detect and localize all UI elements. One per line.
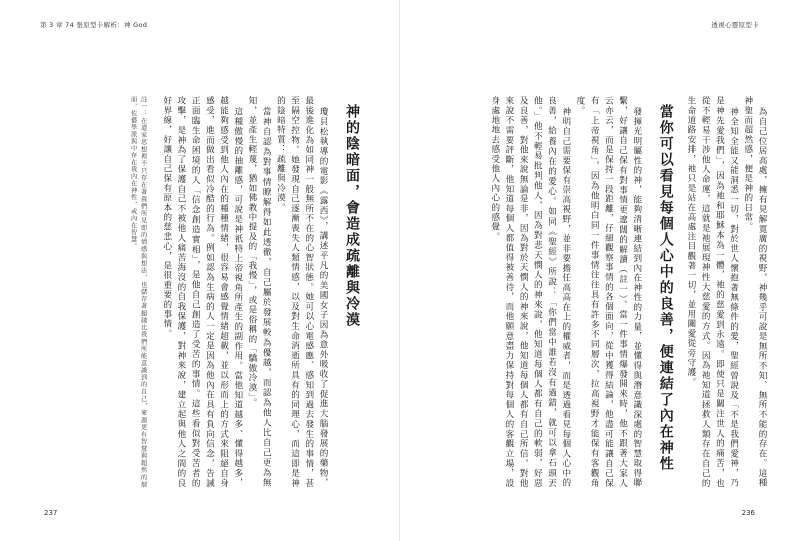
section-heading: 當你可以看見每個人心中的良善，便連結了內在神性 (657, 104, 674, 472)
right-page (400, 0, 799, 541)
footnote: 註一：在道家思想裡不只存在著我們所見即的情感與想法，也儲存著超越比我們所能意識到的自己，來源更有智慧與超然的層面，佐藝學派與中存在我內在神性，或內在智慧。 (129, 96, 147, 488)
running-head-right: 透視心靈原型卡 (711, 21, 759, 29)
body-paragraph: 發揮光明屬性的神，能夠清晰連結到內在神性的力量，並懂得與潛意識深處的智慧取得聯繫，好讓自己保有對事情更遼闊的解讀（註一）。當一件事情爆發開來時，他不跟著大家人云亦云，而是保持一段距離，仔細觀察事情的各個面向，從中獲得結論，他盡可能讓自己保有「上帝視角」，因為他明白同一件事情往往具有許多不同層次，拉高視野才能保有客觀角度。 (574, 96, 642, 488)
body-paragraph: 為自己位居高處，擁有見解寬廣的視野，神幾乎可說是無所不知、無所不能的存在。這種神聖而超然感，便是神的日常。 (742, 96, 767, 488)
left-page-body (30, 96, 370, 488)
page-number-right: 236 (741, 509, 755, 517)
right-page-body (429, 96, 769, 488)
body-paragraph: 神明自己需要保有崇高視野，並非要擔任高高在上的權威者，而是透過看見每個人心中的良善，給養內在的愛心。如同《聖經》所說：「你們當中誰若沒有過錯，就可以拿石頭丟他。」他不輕易批判他人，因為對悲天憫人的神來說，他知道每個人都有自己的軟弱，好惡及良善，對他來說無論是非，因為對於天憫人的神來說，他知道每個人都有自己所信，對他來說不需要評斷，他知道每個人都值得被善待，而他願意盡力保持對每個人的客觀立場，設身處地地去感受他人內心的感覺。 (489, 96, 571, 488)
body-paragraph: 這種傲慢的抽離感，可說是神祇特上帝視角所產生的副作用。當他知道越多、懂得越多，越能夠感受到他人內在的種種情緒，很容易會感覺情緒超載，並以形而上的方式來阻絕自身感受，進而做出看似冷酷的行為。例如認為生病的人一定是因為他內在具有負向信念，告誡正面臨生命困境的人「信念創造實相」，是他自己創造了受苦的事情。這些看似對受苦者的攻擊，是神為了保護自己不被他人痛苦海沒的自我保護，對神來說，建立起與他人之間的良好界線，好讓自己保有原本的慈悲心，是很重要的事情。 (161, 96, 243, 488)
section-heading: 神的陰暗面，會造成疏離與冷漠 (344, 104, 360, 328)
body-paragraph: 瓊貝松執導的電影《露西》，講述平凡的美國女子因為意外吸收了促進大腦發展的藥物，最後進化為如同神一般無所不在的心智狀態。她可以心電感應、感知到過去發生的事情，甚至隔空控物。她發現自己逐漸喪失人類情感，以及對生命消逝所具有的同理心，而這即是神的陰暗特質：疏離與冷漠。 (275, 96, 328, 488)
body-paragraph: 神全知全能又能洞悉一切，對於世人懷抱著無條件的愛，聖經曾說及「不是我們愛神，乃是神先愛我們」，因為祂和耶穌本為一體，祂的慈愛到永遠。即使只是關注世人的痛苦，也從不輕易干涉他人命運，這就是祂展現神性大慈愛的方式。因為祂知道拯救人類存在自己的生命道路安排，祂只是站在高處注目觀著一切，並用關愛從旁守護。 (685, 96, 739, 488)
page-number-left: 237 (44, 509, 58, 517)
body-paragraph: 當神自認為對事情瞭解得如此透徹，自己屬於發展較為優越，而認為他人比自己更為無知，並產生輕蔑，猶如佛教中提及的「我慢」，或是俗稱的「驕傲冷漠」。 (246, 96, 272, 488)
left-page (0, 0, 399, 541)
running-head-left: 第 3 章 74 張原型卡解析：神 God (40, 21, 148, 29)
